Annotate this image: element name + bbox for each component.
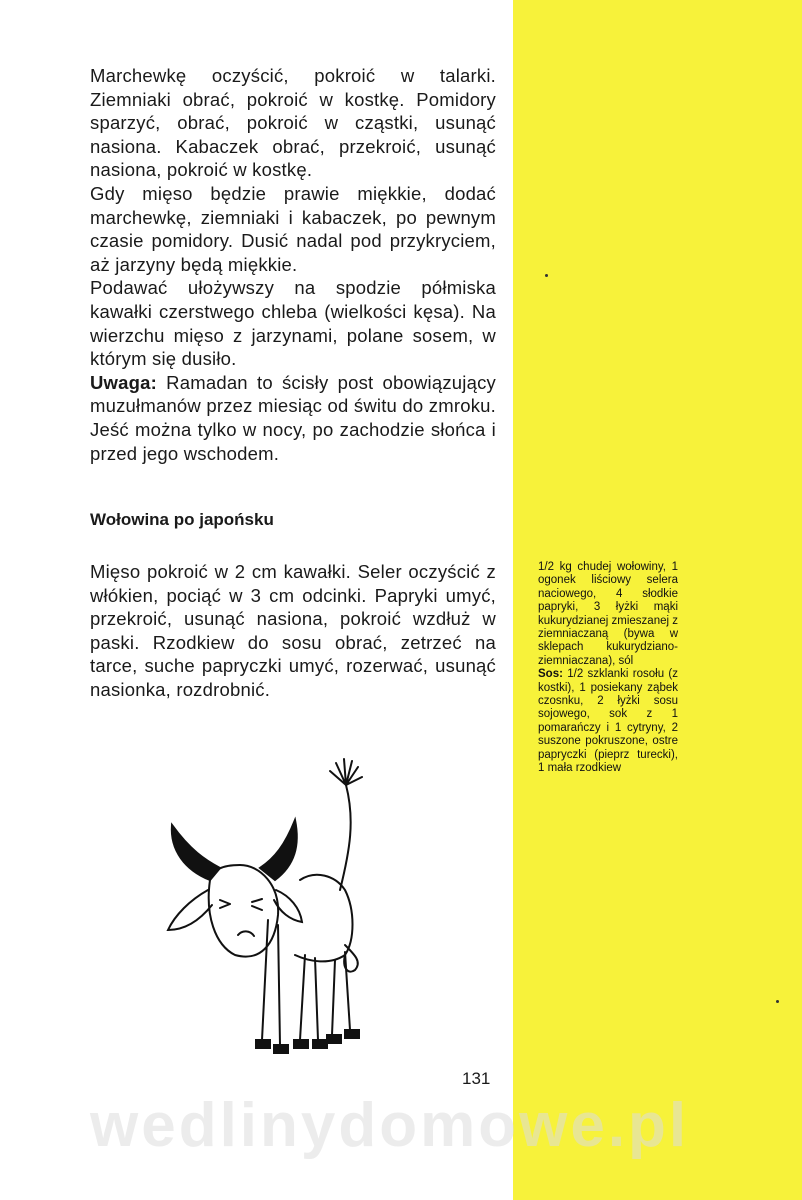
speck bbox=[776, 1000, 779, 1003]
paragraph-note bbox=[90, 371, 496, 465]
article-body bbox=[90, 64, 496, 465]
ingredients-list bbox=[538, 561, 678, 776]
page-number: 131 bbox=[462, 1069, 491, 1088]
note-text: Ramadan to ścisły post obowiązujący muzułmanów przez miesiąc od świtu do zmroku. Jeść można tylko w nocy, po zachodzie słońca i przed jego wschodem. bbox=[90, 371, 496, 464]
watermark: wedlinydomowe.pl bbox=[90, 1091, 690, 1160]
sauce-label: Sos: bbox=[538, 668, 563, 681]
sauce-text: 1/2 szklanki rosołu (z kostki), 1 posiekany ząbek czosnku, 2 łyżki sosu sojowego, sok z 1 pomarańczy i 1 cytryny, 2 suszone pokruszone, ostre papryczki (pieprz turecki), 1 mała rzodkiew bbox=[538, 668, 678, 775]
ingredients-main: 1/2 kg chudej wołowiny, 1 ogonek liściowy selera naciowego, 4 słodkie papryki, 3 łyżki mąki kukurydzianej zmieszanej z ziemniaczaną (bywa w sklepach kukurydziano-ziemniaczana), sól bbox=[538, 561, 678, 667]
speck bbox=[545, 274, 548, 277]
recipe-title: Wołowina po japońsku bbox=[90, 510, 274, 529]
ingredients-sauce bbox=[538, 668, 678, 775]
recipe-instructions: Mięso pokroić w 2 cm kawałki. Seler oczyścić z włókien, pociąć w 3 cm odcinki. Papryki umyć, przekroić, usunąć nasiona, pokroić wzdłuż w paski. Rzodkiew do sosu obrać, zetrzeć na tarce, suche papryczki umyć, rozerwać, usunąć nasionka, rozdrobnić. bbox=[90, 561, 496, 700]
note-label: Uwaga: bbox=[90, 371, 157, 393]
paragraph-stewing: Gdy mięso będzie prawie miękkie, dodać marchewkę, ziemniaki i kabaczek, po pewnym czasie pomidory. Dusić nadal pod przykryciem, aż jarzyny będą miękkie. bbox=[90, 182, 496, 275]
paragraph-vegetables: Marchewkę oczyścić, pokroić w talarki. Ziemniaki obrać, pokroić w kostkę. Pomidory sparzyć, obrać, pokroić w cząstki, usunąć nasiona. Kabaczek obrać, przekroić, usunąć nasiona, pokroić w kostkę. bbox=[90, 65, 496, 181]
paragraph-serving: Podawać ułożywszy na spodzie półmiska kawałki czerstwego chleba (wielkości kęsa). Na wierzchu mięso z jarzynami, polane sosem, w którym się dusiło. bbox=[90, 277, 496, 370]
cow-illustration bbox=[150, 740, 410, 1060]
